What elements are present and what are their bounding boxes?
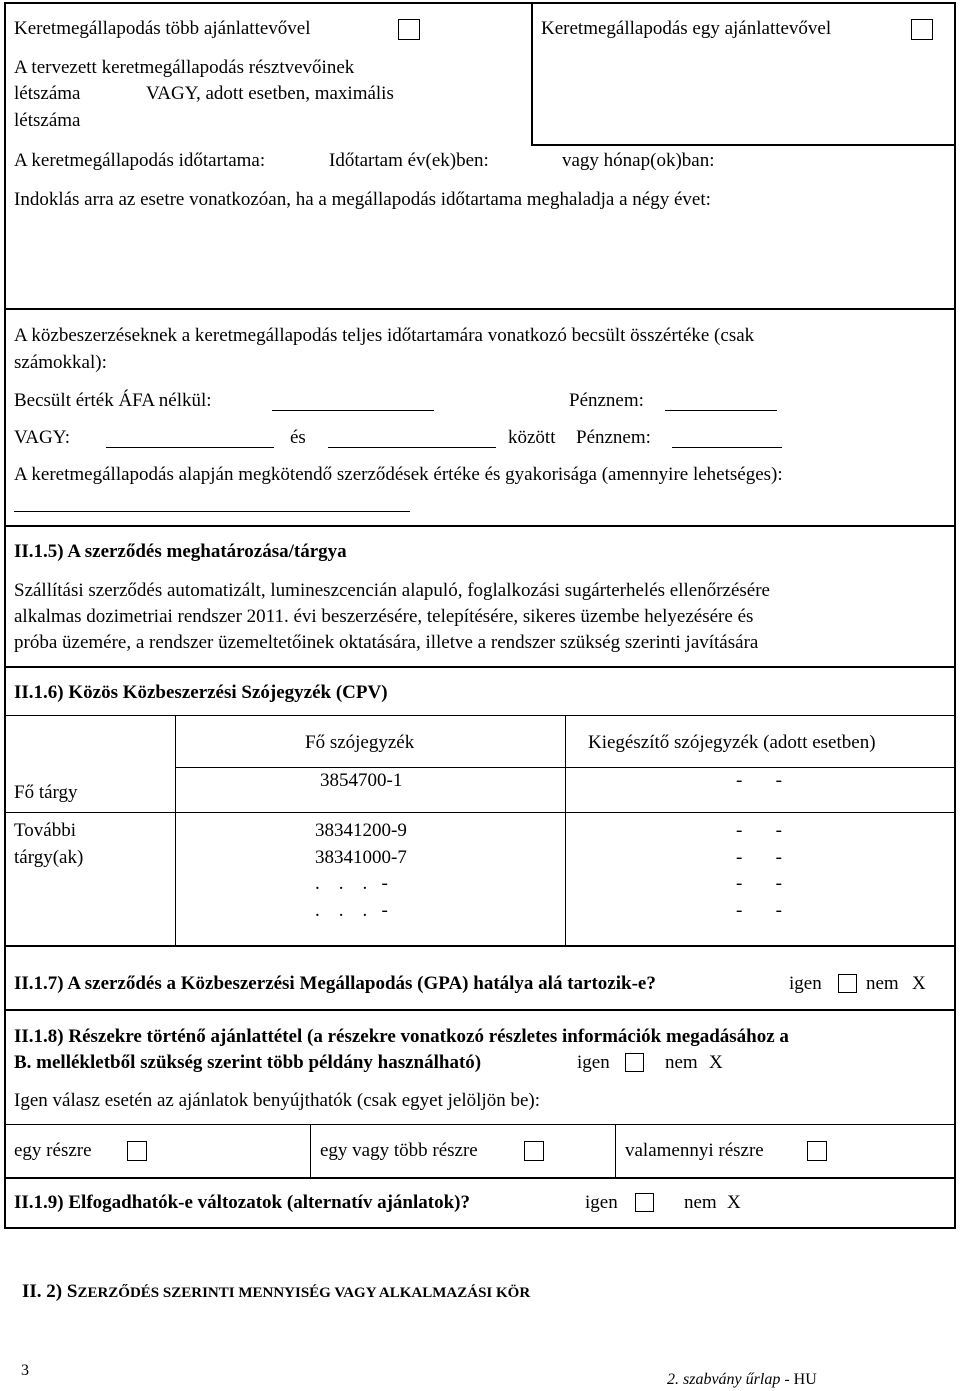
currency-label: Pénznem: [569,390,644,411]
contracts-value-line[interactable] [14,511,410,512]
cpv-further-supp: - - [736,847,782,868]
s115-line1: Szállítási szerződés automatizált, lumineszcencián alapuló, foglalkozási sugárterhelés ellenőrzésére [14,580,770,601]
frame-top-border [4,2,956,4]
page-number: 3 [21,1362,29,1379]
or-label: VAGY: [14,427,70,448]
s117-yes-label: igen [789,973,822,994]
cpv-further-label1: További [14,820,76,841]
framework-single-title: Keretmegállapodás egy ajánlattevővel [541,18,832,39]
s117-no-mark[interactable]: X [912,973,926,994]
contracts-value-label: A keretmegállapodás alapján megkötendő szerződések értéke és gyakorisága (amennyire lehetséges): [14,464,783,485]
option-many-parts-label: egy vagy több részre [320,1140,478,1161]
justification-label: Indoklás arra az esetre vonatkozóan, ha a megállapodás időtartama meghaladja a négy évet: [14,189,711,210]
s2-heading-caps: ZERZŐDÉS SZERINTI MENNYISÉG VAGY ALKALMAZÁSI KÖR [77,1285,531,1301]
s115-heading: II.1.5) A szerződés meghatározása/tárgya [14,541,347,562]
s119-heading: II.1.9) Elfogadhatók-e változatok (alternatív ajánlatok)? [14,1192,470,1213]
s116-heading: II.1.6) Közös Közbeszerzési Szójegyzék (CPV) [14,682,388,703]
s117-no-label: nem [866,973,899,994]
s119-yes-checkbox[interactable] [635,1193,654,1212]
participants-line2b: VAGY, adott esetben, maximális [146,83,394,104]
between-label: között [508,427,556,448]
s118-heading-line2: B. mellékletből szükség szerint több példány használható) [14,1052,482,1073]
framework-multi-title: Keretmegállapodás több ajánlattevővel [14,18,311,39]
divider-before-s119 [4,1177,956,1179]
cpv-col-main-header: Fő szójegyzék [305,732,415,753]
option-all-parts-label: valamennyi részre [625,1140,764,1161]
s119-yes-label: igen [585,1192,618,1213]
s118-heading-line1: II.1.8) Részekre történő ajánlattétel (a részekre vonatkozó részletes információk megadásához a [14,1026,789,1047]
cpv-further-supp: - - [736,873,782,894]
s118-no-label: nem [665,1052,698,1073]
participants-line3: létszáma [14,110,81,131]
divider-after-justification [4,308,956,310]
frame-bottom-border [4,1227,956,1229]
form-footer [667,1371,817,1389]
cpv-main-label: Fő tárgy [14,782,78,803]
s118-yes-checkbox[interactable] [625,1053,644,1072]
framework-single-bottom [531,144,955,146]
cpv-further-label2: tárgy(ak) [14,847,84,868]
s117-yes-checkbox[interactable] [838,974,857,993]
cpv-main-supp: - - [736,770,782,791]
vat-label: Becsült érték ÁFA nélkül: [14,390,212,411]
framework-divider [531,2,533,145]
framework-single-checkbox[interactable] [911,19,933,40]
option-all-parts-checkbox[interactable] [807,1141,827,1161]
cpv-header-bottom [175,767,956,768]
estimate-line1: A közbeszerzéseknek a keretmegállapodás teljes időtartamára vonatkozó becsült összértéke (csak [14,325,755,346]
framework-multi-checkbox[interactable] [398,19,420,40]
option-one-part-label: egy részre [14,1140,92,1161]
form-lang: - HU [780,1371,817,1388]
frame-left-border [4,2,6,1228]
duration-years-label: Időtartam év(ek)ben: [329,150,489,171]
estimate-line2: számokkal): [14,352,107,373]
duration-months-label: vagy hónap(ok)ban: [562,150,715,171]
currency-value-line-2[interactable] [672,447,782,448]
range-from-line[interactable] [106,447,274,448]
cpv-col-supp-header: Kiegészítő szójegyzék (adott esetben) [588,732,876,753]
s2-heading-prefix: II. 2) S [22,1281,78,1302]
s118-options-divider-1 [310,1125,311,1178]
cpv-col-divider-1 [175,716,176,946]
participants-line2a: létszáma [14,83,81,104]
cpv-further-code: 38341200-9 [315,820,407,841]
s117-heading: II.1.7) A szerződés a Közbeszerzési Megállapodás (GPA) hatálya alá tartozik-e? [14,973,656,994]
participants-line1: A tervezett keretmegállapodás résztvevőinek [14,57,355,78]
cpv-main-row-bottom [4,812,956,813]
and-label: és [290,427,306,448]
cpv-further-code: 38341000-7 [315,847,407,868]
option-one-part-checkbox[interactable] [127,1141,147,1161]
cpv-further-code: . . . - [315,873,388,894]
divider-before-s116 [4,666,956,668]
s118-yes-label: igen [577,1052,610,1073]
divider-before-s118 [4,1009,956,1011]
currency-value-line[interactable] [665,410,777,411]
s115-line2: alkalmas dozimetriai rendszer 2011. évi beszerzésére, telepítésére, sikeres üzembe helyezésére és [14,606,754,627]
cpv-main-code: 3854700-1 [320,770,403,791]
cpv-table-bottom [4,945,956,947]
s2-heading [22,1281,530,1304]
s115-line3: próba üzemére, a rendszer üzemeltetőinek oktatására, illetve a rendszer szükség szerinti javítására [14,632,759,653]
s119-no-mark[interactable]: X [727,1192,741,1213]
cpv-col-divider-2 [565,716,566,946]
currency-label-2: Pénznem: [576,427,651,448]
s118-options-divider-2 [615,1125,616,1178]
s118-instruction: Igen válasz esetén az ajánlatok benyújthatók (csak egyet jelöljön be): [14,1090,540,1111]
divider-before-s115 [4,525,956,527]
cpv-table-top [4,715,956,716]
option-many-parts-checkbox[interactable] [524,1141,544,1161]
cpv-further-supp: - - [736,900,782,921]
duration-label: A keretmegállapodás időtartama: [14,150,266,171]
s119-no-label: nem [684,1192,717,1213]
cpv-further-supp: - - [736,820,782,841]
frame-right-border [954,2,956,1228]
s118-options-top [4,1124,956,1125]
cpv-further-code: . . . - [315,900,388,921]
vat-value-line[interactable] [272,410,434,411]
form-name: 2. szabvány űrlap [667,1371,781,1388]
s118-no-mark[interactable]: X [709,1052,723,1073]
range-to-line[interactable] [328,447,496,448]
